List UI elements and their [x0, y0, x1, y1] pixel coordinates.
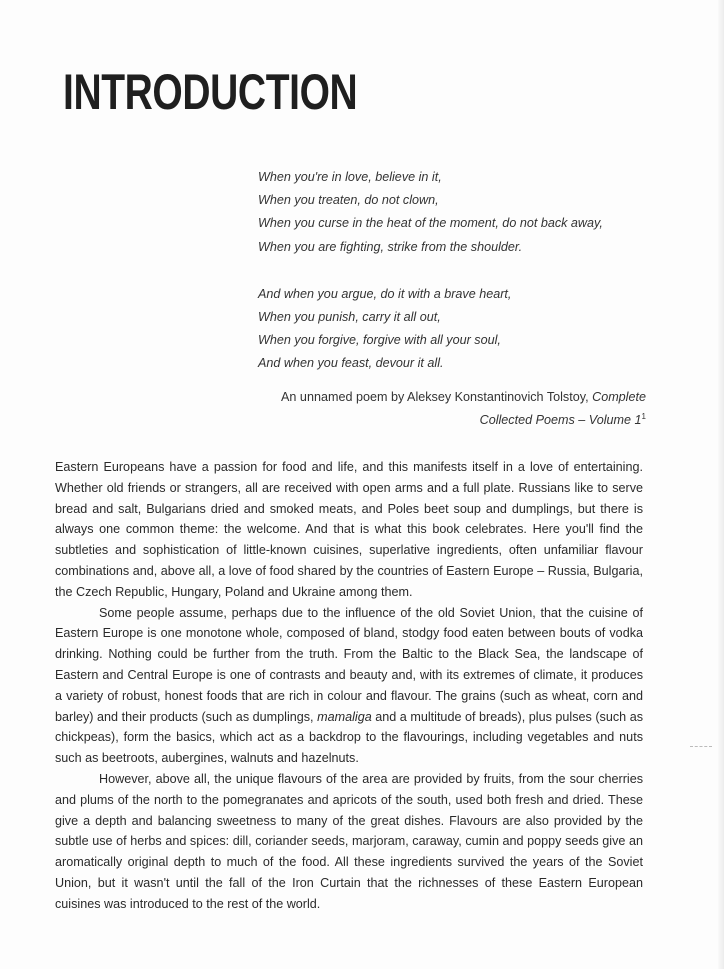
page-edge-shadow: [718, 0, 724, 969]
poem-line: And when you argue, do it with a brave heart,: [258, 286, 512, 301]
poem-line: When you treaten, do not clown,: [258, 193, 439, 208]
poem-line: When you forgive, forgive with all your soul,: [258, 333, 501, 348]
poem-line: And when you feast, devour it all.: [258, 356, 444, 371]
attribution-work-title: Complete: [592, 390, 646, 404]
attribution-prefix: An unnamed poem by Aleksey Konstantinovich Tolstoy,: [281, 390, 589, 404]
paragraph-2-text-cont: and a multitude of breads), plus pulses (such as chickpeas), form the basics, which act as a backdrop to the flavourings, including vegetables and nuts such as beetroots, aubergines, walnuts and hazelnuts.: [55, 709, 644, 766]
poem-line: When you're in love, believe in it,: [258, 170, 442, 184]
attribution-line-1: [250, 388, 646, 407]
poem-line: When you curse in the heat of the moment, do not back away,: [258, 216, 603, 231]
attribution-work-title-cont: Collected Poems – Volume 1: [479, 413, 642, 428]
scan-artifact: [690, 746, 712, 748]
poem-stanza-1: [258, 166, 658, 259]
poem-attribution: [250, 388, 646, 430]
paragraph-1: Eastern Europeans have a passion for food and life, and this manifests itself in a love of entertaining. Whether old friends or strangers, all are received with open arms and a full plate. Russians like to serve bread and salt, Bulgarians dried and smoked meats, and Poles beet soup and dumplings, but there is always one common theme: the welcome. And that is what this book celebrates. Here you'll find the subtleties and sophistication of little-known cuisines, superlative ingredients, often unfamiliar flavour combinations and, above all, a love of food shared by the countries of Eastern Europe – Russia, Bulgaria, the Czech Republic, Hungary, Poland and Ukraine among them.: [55, 460, 643, 599]
poem-stanza-2: [258, 283, 658, 376]
attribution-line-2: [250, 407, 646, 430]
paragraph-2: [55, 603, 643, 769]
body-text: [55, 457, 643, 915]
paragraph-2-text: Some people assume, perhaps due to the influence of the old Soviet Union, that the cuisine of Eastern Europe is one monotone whole, composed of bland, stodgy food eaten between bouts of vodka drinking. Nothing could be further from the truth. From the Baltic to the Black Sea, the landscape of Eastern and Central Europe is one of contrasts and beauty and, with its extremes of climate, it produces a variety of robust, honest foods that are rich in colour and flavour. The grains (such as wheat, corn and barley) and their products (such as dumplings,: [55, 605, 643, 724]
footnote-marker: 1: [641, 412, 646, 421]
paragraph-2-emphasis: mamaliga: [317, 709, 372, 724]
page-title: INTRODUCTION: [63, 64, 358, 120]
paragraph-3: However, above all, the unique flavours of the area are provided by fruits, from the sour cherries and plums of the north to the pomegranates and apricots of the south, used both fresh and dried. These give a depth and balancing sweetness to many of the great dishes. Flavours are also provided by the subtle use of herbs and spices: dill, coriander seeds, marjoram, caraway, cumin and poppy seeds give an aromatically original depth to much of the food. All these ingredients survived the years of the Soviet Union, but it wasn't until the fall of the Iron Curtain that the richnesses of these Eastern European cuisines was introduced to the rest of the world.: [55, 771, 643, 911]
poem-line: When you are fighting, strike from the shoulder.: [258, 239, 523, 254]
poem-line: When you punish, carry it all out,: [258, 310, 441, 325]
epigraph-poem: [258, 166, 658, 400]
